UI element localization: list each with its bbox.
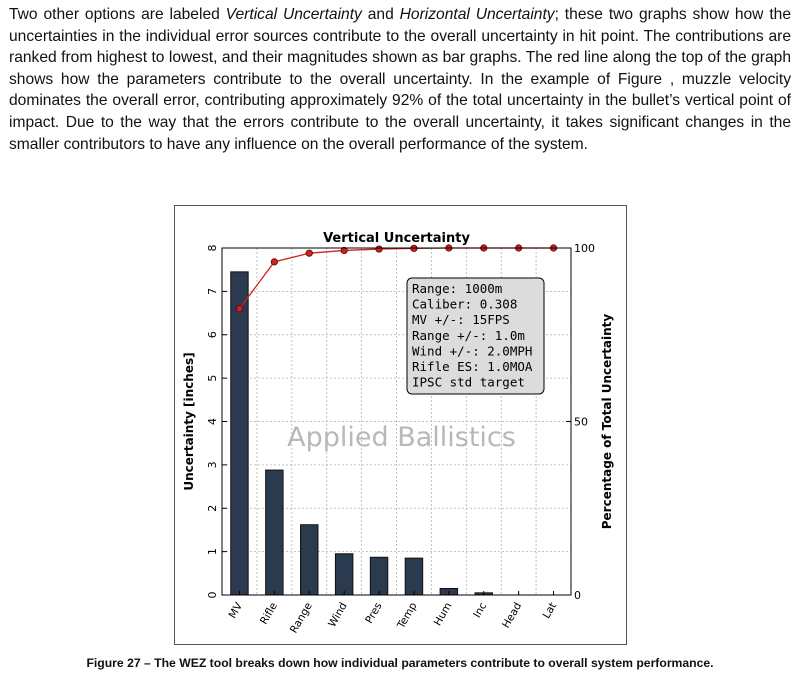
info-box-line: Range +/-: 1.0m <box>412 327 525 343</box>
para-text-2: and <box>361 6 400 23</box>
y-tick-label: 8 <box>206 244 219 252</box>
figure-caption: Figure 27 – The WEZ tool breaks down how individual parameters contribute to overall system performance. <box>86 656 714 670</box>
para-text-3: ; these two graphs show how the uncertainties in the individual error sources contribute to the overall uncertainty in hit point. The contributions are ranked from highest to lowest, and their magnitudes shown as bar graphs. The red line along the top of the graph shows how the parameters contribute to the overall uncertainty. In the example of Figure , muzzle velocity dominates the overall error, contributing approximately 92% of the total uncertainty in the bullet’s vertical point of impact. Due to the way that the errors contribute to the overall uncertainty, it takes significant changes in the smaller contributors to have any influence on the overall performance of the system. <box>9 6 792 153</box>
y-tick-label: 5 <box>206 374 219 382</box>
info-box-line: Range: 1000m <box>412 281 503 296</box>
info-box-line: Rifle ES: 1.0MOA <box>412 359 533 374</box>
y2-axis-label: Percentage of Total Uncertainty <box>600 313 614 530</box>
y-tick-label: 6 <box>206 331 219 339</box>
y-axis-label: Uncertainty [inches] <box>182 352 196 491</box>
x-tick-label: Rifle <box>257 600 280 627</box>
x-tick-label: Pres <box>363 600 385 626</box>
y-tick-label: 2 <box>206 504 219 512</box>
bar-pres <box>370 557 387 595</box>
para-text-1: Two other options are labeled <box>9 6 226 23</box>
watermark-text: Applied Ballistics <box>287 422 516 453</box>
para-em-horizontal: Horizontal Uncertainty <box>399 6 555 23</box>
bar-mv <box>231 272 248 595</box>
x-tick-label: Temp <box>395 600 420 631</box>
x-tick-label: Head <box>500 600 525 631</box>
cumulative-point-mv <box>236 306 242 312</box>
y-tick-label: 1 <box>206 548 219 556</box>
x-tick-label: Inc <box>471 600 490 620</box>
x-tick-label: Wind <box>326 600 350 630</box>
bar-range <box>301 525 318 595</box>
para-em-vertical: Vertical Uncertainty <box>225 6 362 23</box>
y-tick-label: 0 <box>206 591 219 599</box>
y2-tick-label: 0 <box>574 589 581 602</box>
x-tick-label: MV <box>226 600 246 621</box>
chart-title: Vertical Uncertainty <box>323 231 470 246</box>
info-box-line: IPSC std target <box>412 374 525 390</box>
y2-tick-label: 50 <box>574 415 588 429</box>
cumulative-point-pres <box>376 246 382 252</box>
y2-tick-label: 100 <box>574 242 595 255</box>
cumulative-point-range <box>306 250 312 256</box>
x-tick-label: Lat <box>540 600 560 621</box>
info-box-line: Wind +/-: 2.0MPH <box>412 343 533 359</box>
y-tick-label: 7 <box>206 287 219 295</box>
y-tick-label: 4 <box>206 418 219 425</box>
bar-wind <box>335 554 352 595</box>
x-tick-label: Range <box>287 600 315 636</box>
cumulative-point-rifle <box>271 259 277 265</box>
body-paragraph <box>9 4 791 155</box>
figure-frame <box>174 205 627 645</box>
info-box-line: MV +/-: 15FPS <box>412 312 510 328</box>
bar-temp <box>405 558 422 595</box>
y-tick-label: 3 <box>206 461 219 469</box>
bar-rifle <box>266 470 283 595</box>
info-box-line: Caliber: 0.308 <box>412 296 518 312</box>
uncertainty-chart <box>175 206 626 644</box>
x-tick-label: Hum <box>431 600 455 628</box>
